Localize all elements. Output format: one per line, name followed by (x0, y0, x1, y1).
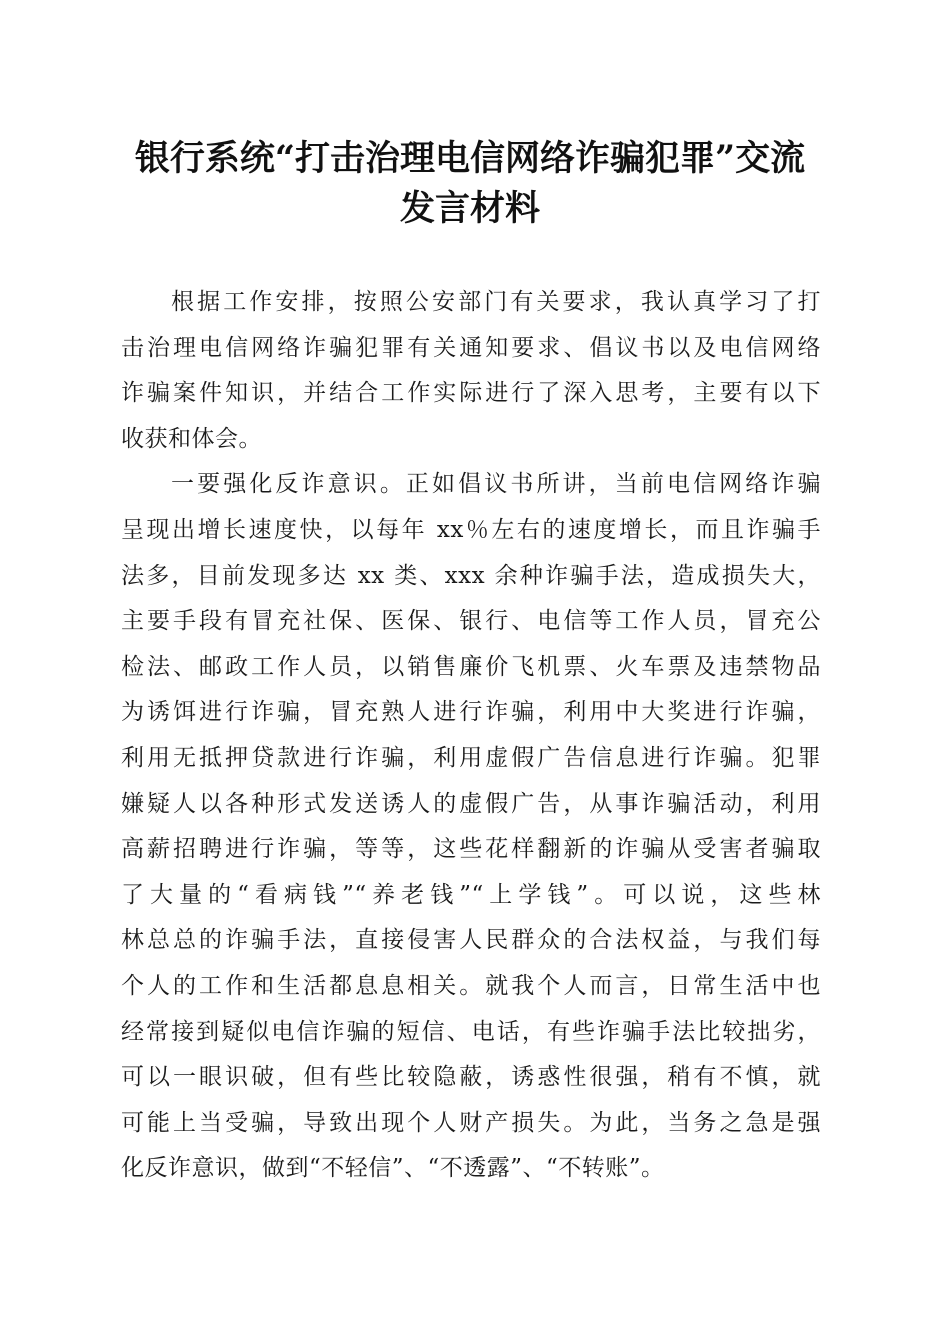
document-title (100, 134, 840, 234)
text-line: 化反诈意识，做到“不轻信”、“不透露”、“不转账”。 (121, 1155, 665, 1182)
text-line: 可以一眼识破，但有些比较隐蔽，诱惑性很强，稍有不慎，就 (121, 1064, 821, 1091)
text-line: 为诱饵进行诈骗，冒充熟人进行诈骗，利用中大奖进行诈骗， (121, 699, 821, 726)
text-line: 根据工作安排，按照公安部门有关要求，我认真学习了打 (171, 289, 821, 315)
text-line: 呈现出增长速度快，以每年 xx％左右的速度增长，而且诈骗手 (121, 516, 821, 543)
text-line: 收获和体会。 (121, 425, 262, 452)
text-line: 主要手段有冒充社保、医保、银行、电信等工作人员，冒充公 (121, 608, 821, 635)
text-line: 击治理电信网络诈骗犯罪有关通知要求、倡议书以及电信网络 (121, 334, 821, 361)
title-line: 发言材料 (399, 188, 540, 229)
text-line: 经常接到疑似电信诈骗的短信、电话，有些诈骗手法比较拙劣， (121, 1018, 821, 1045)
paragraph-1 (121, 280, 821, 462)
text-line: 高薪招聘进行诈骗，等等，这些花样翻新的诈骗从受害者骗取 (121, 836, 821, 863)
text-line: 可能上当受骗，导致出现个人财产损失。为此，当务之急是强 (121, 1109, 821, 1136)
paragraph-2 (121, 462, 821, 1192)
text-line: 检法、邮政工作人员，以销售廉价飞机票、火车票及违禁物品 (121, 653, 821, 680)
text-line: 利用无抵押贷款进行诈骗，利用虚假广告信息进行诈骗。犯罪 (121, 744, 821, 771)
text-line: 了大量的“看病钱”“养老钱”“上学钱”。可以说，这些林 (121, 881, 821, 908)
text-line: 嫌疑人以各种形式发送诱人的虚假广告，从事诈骗活动，利用 (121, 790, 821, 817)
text-line: 个人的工作和生活都息息相关。就我个人而言，日常生活中也 (121, 972, 821, 999)
text-line: 林总总的诈骗手法，直接侵害人民群众的合法权益，与我们每 (121, 927, 821, 954)
text-line: 诈骗案件知识，并结合工作实际进行了深入思考，主要有以下 (121, 380, 821, 407)
document-body (121, 280, 821, 1192)
title-line: 银行系统“打击治理电信网络诈骗犯罪”交流 (134, 138, 806, 179)
text-line: 一要强化反诈意识。正如倡议书所讲，当前电信网络诈骗 (171, 471, 821, 498)
text-line: 法多，目前发现多达 xx 类、xxx 余种诈骗手法，造成损失大， (121, 562, 821, 589)
